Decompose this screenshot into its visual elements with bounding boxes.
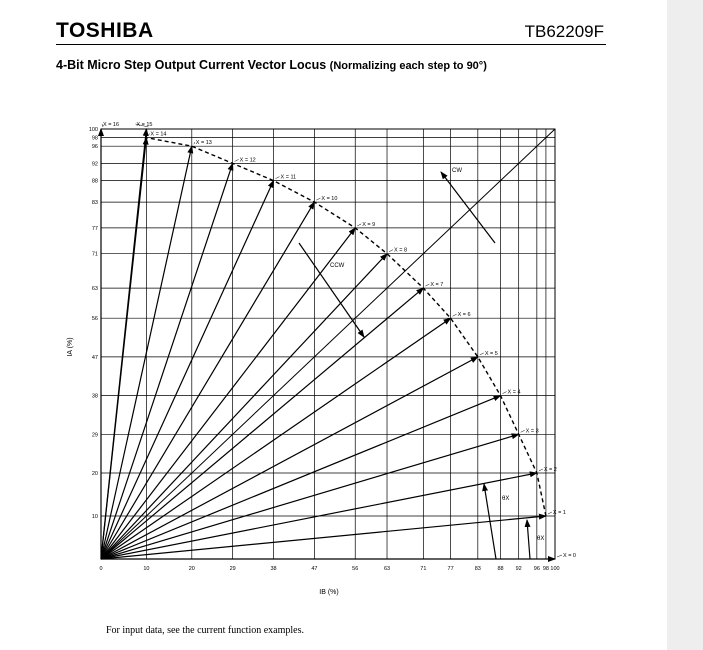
label-leader-line bbox=[194, 142, 195, 144]
point-label: X = 11 bbox=[280, 174, 297, 181]
y-tick-label: 77 bbox=[91, 225, 98, 232]
y-tick-label: 96 bbox=[91, 144, 98, 151]
label-leader-line bbox=[539, 469, 543, 471]
point-label: X = 3 bbox=[525, 428, 539, 435]
figure-title-sub: (Normalizing each step to 90°) bbox=[329, 60, 487, 72]
point-label: X = 9 bbox=[362, 221, 376, 228]
y-tick-label: 56 bbox=[91, 316, 98, 323]
x-tick-label: 38 bbox=[270, 566, 277, 572]
point-label: X = 5 bbox=[484, 350, 498, 357]
point-label: X = 2 bbox=[543, 467, 557, 473]
x-tick-label: 96 bbox=[533, 566, 540, 572]
point-label: X = 4 bbox=[507, 389, 521, 396]
y-tick-label: 20 bbox=[91, 471, 98, 477]
current-vector-arrow bbox=[101, 434, 519, 559]
x-tick-label: 10 bbox=[143, 566, 150, 572]
label-leader-line bbox=[425, 284, 429, 286]
ccw-label: CCW bbox=[330, 263, 345, 269]
y-tick-label: 63 bbox=[91, 286, 98, 293]
current-vector-locus-chart bbox=[50, 110, 610, 605]
y-tick-label: 83 bbox=[91, 200, 98, 207]
label-leader-line bbox=[548, 512, 552, 514]
y-tick-label: 92 bbox=[91, 161, 98, 168]
theta-label-upper: θX bbox=[502, 496, 510, 502]
y-axis-label: IA (%) bbox=[67, 337, 74, 357]
x-tick-label: 98 bbox=[542, 566, 549, 572]
x-tick-label: 56 bbox=[352, 566, 359, 572]
current-vector-arrow bbox=[101, 318, 451, 559]
point-label: X = 0 bbox=[563, 553, 576, 559]
x-tick-label: 71 bbox=[420, 566, 427, 572]
label-leader-line bbox=[276, 177, 280, 179]
point-label: X = 1 bbox=[552, 510, 566, 516]
current-vector-arrow bbox=[101, 254, 387, 559]
theta-arrow-lower bbox=[527, 520, 530, 559]
x-tick-label: 20 bbox=[188, 566, 195, 572]
y-tick-label: 38 bbox=[91, 393, 98, 400]
footnote: For input data, see the current function examples. bbox=[106, 625, 304, 636]
cw-label: CW bbox=[452, 168, 462, 174]
label-leader-line bbox=[235, 159, 239, 161]
cw-arrow bbox=[441, 172, 495, 243]
x-tick-label: 88 bbox=[497, 566, 504, 572]
side-panel bbox=[667, 0, 703, 650]
label-leader-line bbox=[480, 353, 484, 355]
chart-tick-labels bbox=[89, 127, 560, 572]
point-label: X = 10 bbox=[321, 196, 338, 203]
current-vector-arrow bbox=[101, 228, 355, 559]
theta-label-lower: θX bbox=[537, 536, 545, 542]
label-leader-line bbox=[557, 555, 562, 557]
figure-title-main: 4-Bit Micro Step Output Current Vector Locus bbox=[56, 58, 327, 72]
current-vector-arrow bbox=[101, 396, 501, 559]
y-tick-label: 88 bbox=[91, 178, 98, 185]
x-tick-label: 100 bbox=[550, 566, 560, 572]
chart-grid bbox=[101, 129, 555, 559]
page-header bbox=[56, 18, 606, 45]
toshiba-logo: TOSHIBA bbox=[56, 19, 154, 42]
chart-annotations bbox=[299, 168, 544, 559]
current-vector-arrow bbox=[101, 163, 233, 559]
current-vector-arrow bbox=[101, 181, 274, 559]
document-number: TB62209F bbox=[524, 22, 604, 41]
x-tick-label: 83 bbox=[474, 566, 481, 572]
y-tick-label: 29 bbox=[91, 432, 98, 439]
point-label: X = 6 bbox=[457, 312, 471, 319]
point-label: X = 13 bbox=[195, 140, 212, 147]
point-label: X = 7 bbox=[430, 282, 444, 289]
label-leader-line bbox=[453, 314, 457, 316]
ccw-arrow bbox=[299, 243, 364, 337]
label-leader-line bbox=[521, 430, 525, 432]
y-tick-label: 47 bbox=[91, 354, 98, 361]
label-leader-line bbox=[389, 250, 393, 252]
current-vector-arrow bbox=[101, 516, 546, 559]
label-leader-line bbox=[357, 224, 361, 226]
x-tick-label: 63 bbox=[383, 566, 391, 572]
label-leader-line bbox=[316, 198, 320, 200]
y-tick-label: 10 bbox=[91, 514, 98, 520]
x-tick-label: 29 bbox=[229, 566, 236, 572]
figure-title bbox=[56, 58, 487, 72]
diagonal-line bbox=[101, 129, 555, 559]
y-tick-label: 100 bbox=[88, 127, 98, 133]
label-leader-line bbox=[148, 134, 149, 136]
x-tick-label: 0 bbox=[99, 566, 103, 572]
x-tick-label: 92 bbox=[515, 566, 522, 572]
x-tick-label: 47 bbox=[311, 566, 318, 572]
point-label: X = 12 bbox=[239, 157, 256, 164]
label-leader-line bbox=[503, 392, 507, 394]
x-axis-label: IB (%) bbox=[319, 589, 339, 596]
x-tick-label: 77 bbox=[447, 566, 454, 572]
y-tick-label: 71 bbox=[91, 251, 98, 258]
point-label: X = 8 bbox=[394, 247, 408, 254]
current-vector-arrow bbox=[101, 288, 423, 559]
chart-locus bbox=[146, 129, 546, 516]
y-tick-label: 98 bbox=[91, 135, 98, 142]
locus-dashed-curve bbox=[146, 129, 546, 516]
point-label: X = 14 bbox=[150, 131, 167, 138]
current-vector-arrow bbox=[101, 357, 478, 559]
point-label: X = 16 bbox=[103, 122, 120, 128]
point-label: X = 15 bbox=[136, 122, 153, 128]
